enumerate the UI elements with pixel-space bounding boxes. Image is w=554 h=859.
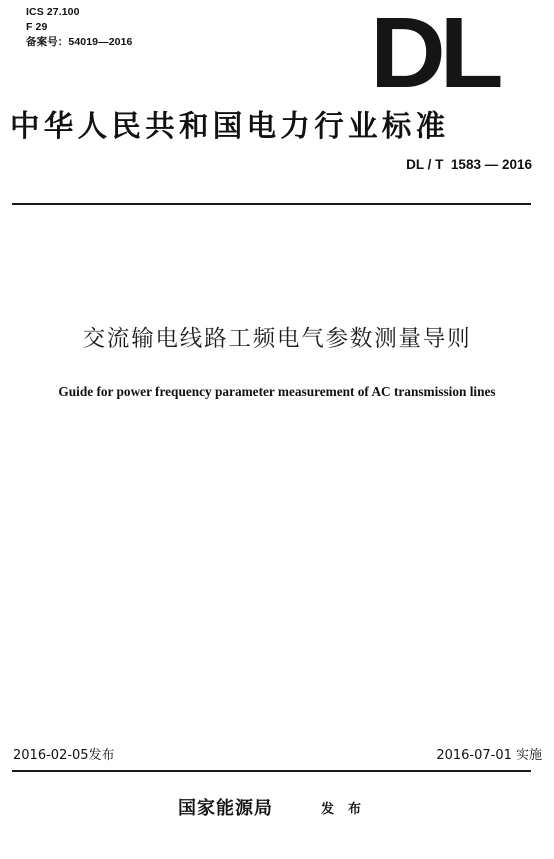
document-title-en: Guide for power frequency parameter measurement of AC transmission lines bbox=[58, 384, 496, 399]
issue-date: 2016-02-05发布 bbox=[13, 748, 115, 763]
record-number: 备案号：54019—2016 bbox=[26, 36, 133, 48]
implementation-date: 2016-07-01 实施 bbox=[436, 748, 542, 763]
publish-label: 发布 bbox=[321, 802, 376, 817]
publisher-name: 国家能源局 bbox=[178, 798, 273, 819]
top-divider bbox=[12, 203, 531, 205]
standard-category-title: 中华人民共和国电力行业标准 bbox=[10, 109, 450, 143]
ccs-code: F 29 bbox=[26, 21, 48, 33]
dl-logo: DL bbox=[370, 0, 498, 109]
standard-number: DL / T 1583 — 2016 bbox=[406, 157, 532, 172]
document-title-cn: 交流输电线路工频电气参数测量导则 bbox=[82, 326, 472, 352]
bottom-divider bbox=[12, 770, 531, 772]
ics-code: ICS 27.100 bbox=[26, 6, 80, 18]
